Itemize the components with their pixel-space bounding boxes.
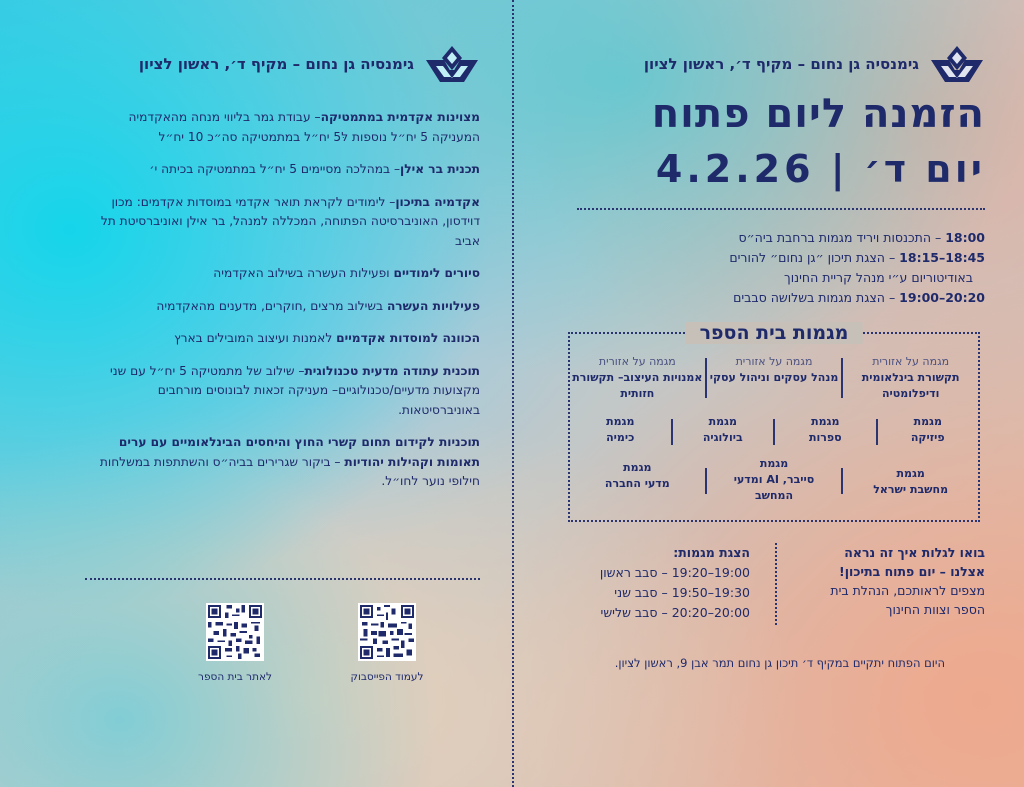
schedule-item: 18:00 – התכנסות ויריד מגמות ברחבת ביה״ס <box>738 230 985 245</box>
qr-code-icon[interactable] <box>358 603 416 661</box>
invitation-title: הזמנה ליום פתוח <box>651 91 985 137</box>
school-name: גימנסיה גן נחום – מקיף ד׳, ראשון לציון <box>138 55 414 73</box>
schedule <box>585 228 985 308</box>
website-qr[interactable] <box>180 603 290 683</box>
invitation-signature: מצפים לראותכם, הנהלת בית הספר וצוות החינוך <box>830 583 985 617</box>
website-qr-label: לאתר בית הספר <box>198 671 272 683</box>
program-item: הכוונה למוסדות אקדמיים לאמנות ועיצוב המובילים בארץ <box>174 331 480 345</box>
back-panel <box>80 0 480 787</box>
event-date <box>655 147 985 191</box>
facebook-qr-label: לעמוד הפייסבוק <box>350 671 424 683</box>
major-item: מגמת מדעי החברה <box>604 461 670 490</box>
programs-list <box>85 108 480 505</box>
event-date-value: 4.2.26 <box>655 147 815 191</box>
school-header <box>139 44 480 84</box>
facebook-qr[interactable] <box>332 603 442 683</box>
divider <box>577 208 985 210</box>
round-item: 19:30–19:50 – סבב שני <box>614 585 750 600</box>
vertical-divider <box>775 543 777 625</box>
majors-row <box>570 354 978 402</box>
invitation-text <box>815 543 985 619</box>
school-name: גימנסיה גן נחום – מקיף ד׳, ראשון לציון <box>643 55 919 73</box>
program-item: תוכנית עתודה מדעית טכנולוגית– שילוב של מתמטיקה 5 יח״ל עם שני מקצועות מדעיים/טכנולוגיים– מעניקה זכאות לבונוסים מורחבים באוניברסיטאות. <box>110 363 480 417</box>
majors-box <box>568 322 980 522</box>
school-logo-icon <box>929 44 985 84</box>
divider <box>85 578 480 580</box>
qr-code-icon[interactable] <box>206 603 264 661</box>
majors-row <box>570 456 978 506</box>
major-item: מגמה על אזורית מנהל עסקים וניהול עסקי <box>709 355 839 384</box>
major-item: מגמת מחשבת ישראל <box>873 467 949 496</box>
major-item: מגמה על אזורית אמנויות העיצוב– תקשורת חזותית <box>572 355 703 400</box>
invitation-headline: בואו לגלות איך זה נראה אצלנו – יום פתוח בתיכון! <box>839 545 985 579</box>
event-day: יום ד׳ | <box>830 147 985 191</box>
school-logo-icon <box>424 44 480 84</box>
major-item: מגמת ביולוגיה <box>702 415 743 444</box>
presentations <box>570 543 750 623</box>
schedule-item: באודיטוריום ע״י מנהל קריית החינוך <box>784 270 973 285</box>
major-item: מגמת כימיה <box>606 415 635 444</box>
major-item: מגמת ספרות <box>808 415 842 444</box>
schedule-item: 18:15–18:45 – הצגת תיכון ״גן נחום״ להורים <box>729 250 985 265</box>
program-item: מצוינות אקדמית במתמטיקה– עבודת גמר בליווי מנחה מהאקדמיה המעניקה 5 יח״ל נוספות לּ5 יח״ל במתמטיקה סה״כ 10 יח״ל <box>128 110 480 144</box>
front-panel <box>565 0 985 787</box>
program-item: סיורים לימודיים ופעילות העשרה בשילוב האקדמיה <box>213 266 480 280</box>
schedule-item: 19:00–20:20 – הצגת מגמות בשלושה סבבים <box>733 290 985 305</box>
round-item: 19:00–19:20 – סבב ראשון <box>599 565 750 580</box>
program-item: פעילויות העשרה בשילוב מרצים ,חוקרים, מדענים מהאקדמיה <box>156 298 480 313</box>
major-item: מגמת סייבר, AI ומדעי המחשב <box>733 457 815 502</box>
program-item: אקדמיה בתיכון– לימודים לקראת תואר אקדמי במוסדות אקדמים: מכון דוידסון, האוניברסיטה הפתוחה, המכללה למנהל, בר אילן ואוניברסיטת תל אביב <box>100 194 480 248</box>
fold-line <box>512 0 514 787</box>
round-item: 20:00–20:20 – סבב שלישי <box>600 605 750 620</box>
majors-title: מגמות בית הספר <box>686 322 863 344</box>
majors-row <box>570 414 978 450</box>
major-item: מגמת פיזיקה <box>910 415 945 444</box>
major-item: מגמה על אזורית תקשורת בינלאומית ודיפלומטיה <box>861 355 960 400</box>
program-item: תוכניות לקידום תחום קשרי החוץ והיחסים הבינלאומיים עם ערים תאומות וקהילות יהודיות – ביקור שגרירים בביה״ס והשתתפות במשלחות חילופי נוער לחו״ל. <box>99 435 480 488</box>
presentations-title: הצגת מגמות: <box>673 545 750 560</box>
school-header <box>644 44 985 84</box>
location-footer: היום הפתוח יתקיים במקיף ד׳ תיכון גן נחום תמר אבן 9, ראשון לציון. <box>614 656 945 670</box>
program-item: תכנית בר אילן– במהלכה מסיימים 5 יח״ל במתמטיקה בכיתה י׳ <box>149 162 480 176</box>
